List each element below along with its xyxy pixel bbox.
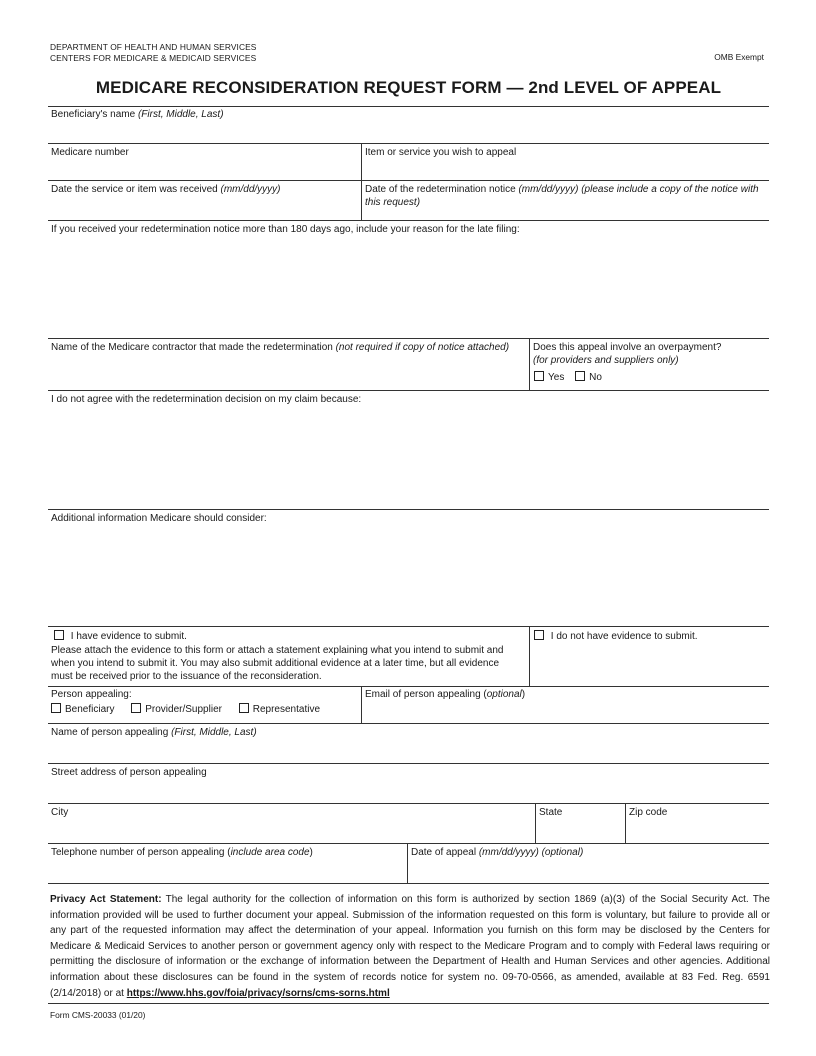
date-notice-field[interactable]: [365, 184, 760, 209]
overpayment-question: [533, 342, 721, 367]
beneficiary-checkbox[interactable]: [51, 703, 61, 713]
divider-zip: [625, 803, 626, 843]
city-label: City: [51, 807, 69, 818]
email-label: Email of person appealing (: [365, 689, 487, 700]
form-title: MEDICARE RECONSIDERATION REQUEST FORM — 2nd LEVEL OF APPEAL: [95, 78, 722, 97]
date-appeal-hint: (mm/dd/yyyy) (optional): [478, 847, 584, 858]
state-label: State: [539, 807, 563, 818]
rule-contractor: [48, 390, 769, 391]
contractor-name-label: Name of the Medicare contractor that made the redetermination: [51, 342, 336, 353]
telephone-field[interactable]: [51, 847, 313, 860]
privacy-act-statement: [50, 892, 770, 1001]
telephone-label: Telephone number of person appealing (: [51, 847, 231, 858]
date-received-hint: (mm/dd/yyyy): [220, 184, 281, 195]
beneficiary-name-hint: (First, Middle, Last): [137, 109, 224, 120]
beneficiary-label: Beneficiary: [65, 704, 115, 715]
rule-beneficiary: [48, 143, 769, 144]
date-appeal-label: Date of appeal: [411, 847, 479, 858]
beneficiary-name-field[interactable]: [51, 109, 224, 122]
zip-field[interactable]: [629, 807, 667, 820]
date-received-field[interactable]: [51, 184, 281, 197]
rule-dates: [48, 220, 769, 221]
rule-evidence: [48, 686, 769, 687]
appellant-name-hint: (First, Middle, Last): [171, 727, 257, 738]
dept-line-1: DEPARTMENT OF HEALTH AND HUMAN SERVICES: [50, 42, 257, 52]
rule-disagree: [48, 509, 769, 510]
privacy-heading: Privacy Act Statement:: [50, 894, 162, 905]
privacy-link[interactable]: https://www.hhs.gov/foia/privacy/sorns/cms-sorns.html: [126, 987, 390, 999]
yes-label: Yes: [548, 372, 565, 383]
have-evidence-checkbox[interactable]: [54, 630, 64, 640]
overpayment-yes-option[interactable]: [534, 372, 564, 383]
department-header: [50, 42, 256, 63]
representative-option[interactable]: [239, 704, 320, 715]
medicare-number-field[interactable]: [51, 147, 129, 160]
contractor-name-field[interactable]: [51, 342, 516, 355]
telephone-hint: include area code: [230, 847, 310, 858]
contractor-name-hint: (not required if copy of notice attached): [335, 342, 510, 353]
street-address-label: Street address of person appealing: [51, 767, 207, 778]
zip-label: Zip code: [629, 807, 668, 818]
divider-state: [535, 803, 536, 843]
provider-supplier-option[interactable]: [131, 704, 222, 715]
disagree-label: I do not agree with the redetermination decision on my claim because:: [51, 394, 362, 405]
no-label: No: [589, 372, 602, 383]
medicare-number-label: Medicare number: [51, 147, 129, 158]
privacy-body: The legal authority for the collection of information on this form is authorized by section 1869 (a)(3) of the Social Security Act. The information provided will be used to further document your appeal. Submission of the information requested on this form is voluntary, but failure to provide all or any part of the requested information may affect the determination of your appeal. Information you furnish on this form may be disclosed by the Centers for Medicare & Medicaid Services to another person or government agency only with respect to the Medicare Program and to comply with Federal laws requiring or permitting the disclosure of information or the exchange of information between the Department of Health and Human Services and other agencies. Additional information about these disclosures can be found in the system of records notice for system no. 09-70-0566, as amended, available at 83 Fed. Reg. 6591 (2/14/2018) or at: [50, 894, 770, 999]
no-evidence-label: I do not have evidence to submit.: [550, 631, 698, 642]
person-appealing-label: Person appealing:: [51, 689, 132, 700]
provider-supplier-label: Provider/Supplier: [145, 704, 222, 715]
street-address-field[interactable]: [51, 767, 207, 780]
appellant-name-field[interactable]: [51, 727, 257, 740]
rule-medicare-number: [48, 180, 769, 181]
divider-row2: [361, 143, 362, 220]
yes-checkbox[interactable]: [534, 371, 544, 381]
overpayment-hint: (for providers and suppliers only): [533, 354, 679, 366]
no-checkbox[interactable]: [575, 371, 585, 381]
divider-evidence: [529, 626, 530, 686]
email-hint: optional: [486, 689, 522, 700]
overpayment-label: Does this appeal involve an overpayment?: [533, 342, 722, 353]
item-service-label: Item or service you wish to appeal: [365, 147, 517, 158]
provider-supplier-checkbox[interactable]: [131, 703, 141, 713]
no-evidence-option[interactable]: [534, 630, 698, 644]
rule-telephone: [48, 883, 769, 884]
date-notice-hint: (mm/dd/yyyy) (please include a copy of the notice with this request): [365, 184, 759, 208]
additional-info-label: Additional information Medicare should consider:: [51, 513, 267, 524]
have-evidence-label: I have evidence to submit.: [70, 631, 187, 642]
no-evidence-checkbox[interactable]: [534, 630, 544, 640]
late-filing-field[interactable]: [51, 224, 520, 237]
date-appeal-field[interactable]: [411, 847, 583, 860]
beneficiary-option[interactable]: [51, 704, 114, 715]
overpayment-no-option[interactable]: [575, 372, 602, 383]
telephone-label-end: ): [309, 847, 313, 858]
email-field[interactable]: [365, 689, 525, 702]
representative-label: Representative: [252, 704, 321, 715]
additional-info-field[interactable]: [51, 513, 267, 526]
rule-footer: [48, 1003, 769, 1004]
divider-person: [361, 686, 362, 723]
divider-telephone: [407, 843, 408, 883]
divider-contractor: [529, 338, 530, 390]
beneficiary-name-label: Beneficiary's name: [51, 109, 138, 120]
rule-city: [48, 843, 769, 844]
item-service-field[interactable]: [365, 147, 516, 160]
rule-appellant-name: [48, 763, 769, 764]
email-label-end: ): [521, 689, 526, 700]
late-filing-label: If you received your redetermination notice more than 180 days ago, include your reason for the late filing:: [51, 224, 520, 235]
rule-title: [48, 106, 769, 107]
state-field[interactable]: [539, 807, 562, 820]
form-number: Form CMS-20033 (01/20): [50, 1010, 146, 1020]
disagree-field[interactable]: [51, 394, 361, 407]
overpayment-options: [534, 371, 602, 385]
rule-additional: [48, 626, 769, 627]
evidence-instructions: Please attach the evidence to this form or attach a statement explaining what you intend to submit and when you intend to submit it. You may also submit additional evidence at a later time, but all evidence must be received prior to the issuance of the reconsideration.: [51, 645, 504, 682]
omb-exempt-label: OMB Exempt: [714, 52, 764, 62]
have-evidence-option[interactable]: [54, 630, 187, 644]
dept-line-2: CENTERS FOR MEDICARE & MEDICAID SERVICES: [50, 52, 257, 63]
appellant-name-label: Name of person appealing: [51, 727, 172, 738]
city-field[interactable]: [51, 807, 68, 820]
date-notice-label: Date of the redetermination notice: [365, 184, 519, 195]
representative-checkbox[interactable]: [239, 703, 249, 713]
date-received-label: Date the service or item was received: [51, 184, 221, 195]
person-appealing-options: [51, 703, 320, 717]
rule-person: [48, 723, 769, 724]
rule-late-filing: [48, 338, 769, 339]
rule-street: [48, 803, 769, 804]
